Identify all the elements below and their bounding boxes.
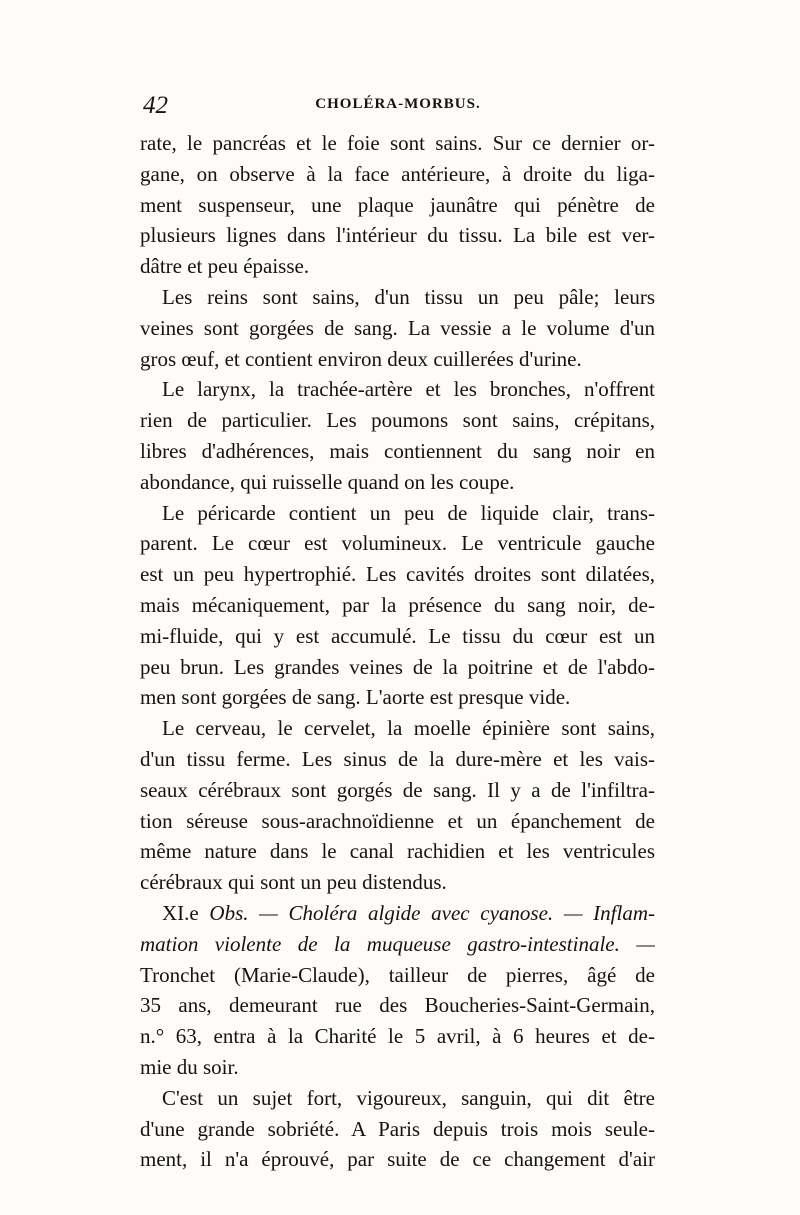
- text-line: ment, il n'a éprouvé, par suite de ce changement d'air: [140, 1147, 655, 1172]
- text-line: Le cerveau, le cervelet, la moelle épinière sont sains,: [162, 716, 655, 741]
- text-line: tion séreuse sous-arachnoïdienne et un épanchement de: [140, 808, 655, 833]
- text-line: libres d'adhérences, mais contiennent du sang noir en: [140, 438, 655, 463]
- observation-title: Obs. — Choléra algide avec cyanose. — Inflam-: [209, 900, 655, 925]
- text-line: seaux cérébraux sont gorgés de sang. Il y a de l'infiltra-: [140, 777, 655, 802]
- text-line: Les reins sont sains, d'un tissu un peu pâle; leurs: [162, 284, 655, 309]
- observation-heading: [140, 898, 655, 929]
- text-line: dâtre et peu épaisse.: [140, 254, 310, 279]
- text-line: d'un tissu ferme. Les sinus de la dure-mère et les vais-: [140, 746, 655, 771]
- text-line: Le larynx, la trachée-artère et les bronches, n'offrent: [162, 377, 655, 402]
- text-line: gane, on observe à la face antérieure, à droite du liga-: [140, 161, 655, 186]
- text-line: rate, le pancréas et le foie sont sains. Sur ce dernier or-: [140, 131, 655, 155]
- text-line: plusieurs lignes dans l'intérieur du tissu. La bile est ver-: [140, 223, 655, 248]
- text-line: gros œuf, et contient environ deux cuillerées d'urine.: [140, 346, 582, 371]
- text-line: parent. Le cœur est volumineux. Le ventricule gauche: [140, 531, 655, 556]
- text-line: mi-fluide, qui y est accumulé. Le tissu du cœur est un: [140, 623, 655, 648]
- text-line: peu brun. Les grandes veines de la poitrine et de l'abdo-: [140, 654, 655, 679]
- page-header: [143, 92, 653, 122]
- text-line: men sont gorgées de sang. L'aorte est presque vide.: [140, 685, 571, 710]
- text-line: mie du soir.: [140, 1054, 239, 1079]
- running-head: CHOLÉRA-MORBUS.: [315, 96, 481, 112]
- text-line: C'est un sujet fort, vigoureux, sanguin, qui dit être: [162, 1085, 655, 1110]
- text-line: est un peu hypertrophié. Les cavités droites sont dilatées,: [140, 562, 655, 587]
- text-line: mais mécaniquement, par la présence du sang noir, de-: [140, 592, 655, 617]
- text-line: rien de particulier. Les poumons sont sains, crépitans,: [140, 408, 655, 433]
- observation-number: XI.e: [162, 900, 199, 925]
- observation-subtitle: mation violente de la muqueuse gastro-intestinale. —: [140, 931, 655, 956]
- text-line: veines sont gorgées de sang. La vessie a le volume d'un: [140, 315, 655, 340]
- text-line: ment suspenseur, une plaque jaunâtre qui pénètre de: [140, 192, 655, 217]
- text-line: même nature dans le canal rachidien et les ventricules: [140, 839, 655, 864]
- text-line: 35 ans, demeurant rue des Boucheries-Saint-Germain,: [140, 993, 655, 1018]
- text-line: Le péricarde contient un peu de liquide clair, trans-: [162, 500, 655, 525]
- text-line: cérébraux qui sont un peu distendus.: [140, 870, 447, 895]
- page-number: 42: [143, 92, 168, 119]
- body-text: [140, 128, 655, 1175]
- text-line: abondance, qui ruisselle quand on les coupe.: [140, 469, 515, 494]
- text-line: Tronchet (Marie-Claude), tailleur de pierres, âgé de: [140, 962, 655, 987]
- text-line: d'une grande sobriété. A Paris depuis trois mois seule-: [140, 1116, 655, 1141]
- text-line: n.° 63, entra à la Charité le 5 avril, à 6 heures et de-: [140, 1024, 655, 1049]
- observation-subtitle-line: [140, 929, 655, 960]
